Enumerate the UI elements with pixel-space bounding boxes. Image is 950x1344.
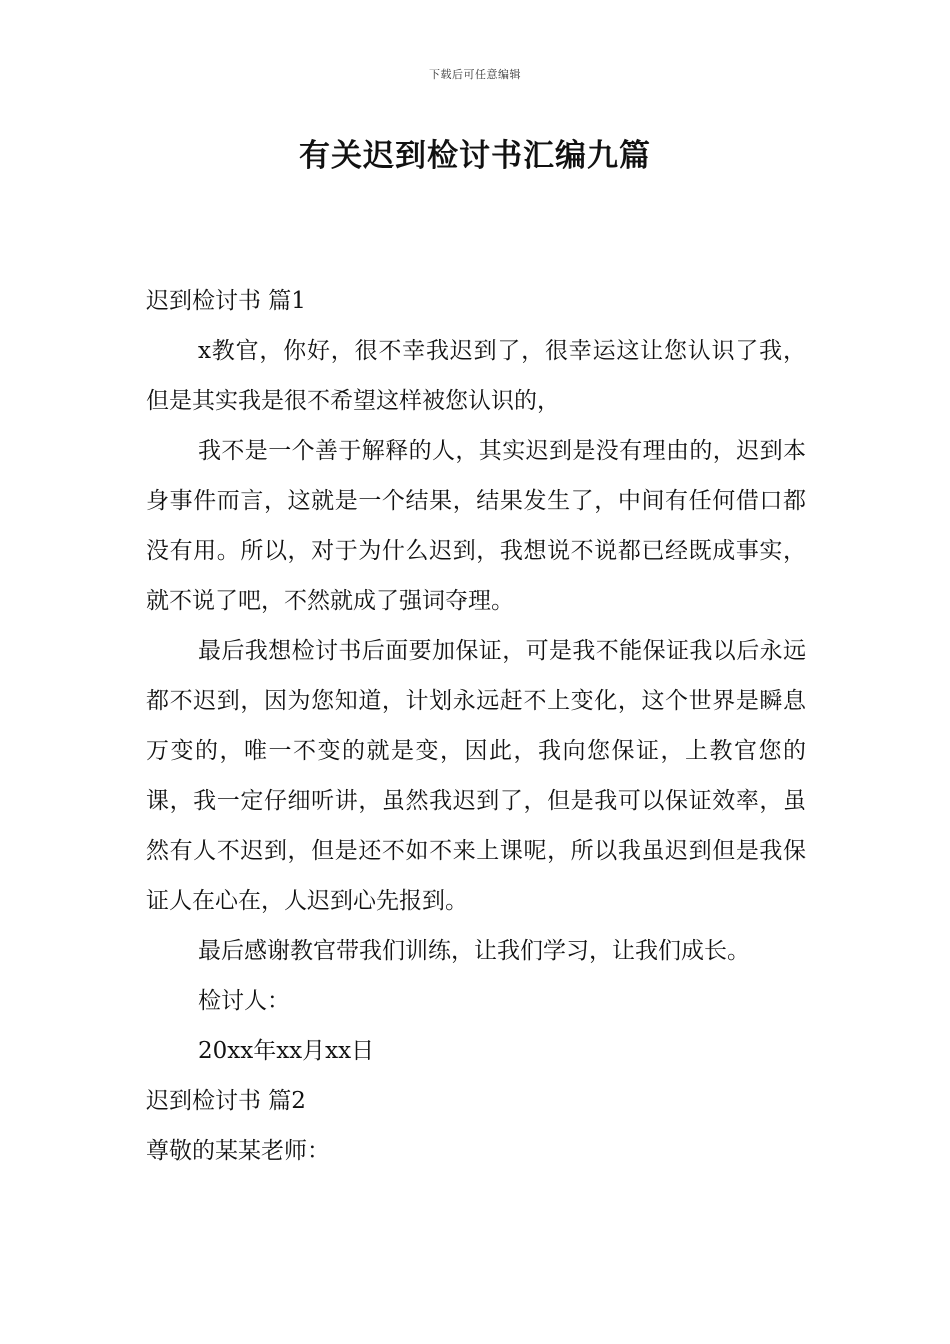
paragraph: 我不是一个善于解释的人，其实迟到是没有理由的，迟到本身事件而言，这就是一个结果，结果发生了，中间有任何借口都没有用。所以，对于为什么迟到，我想说不说都已经既成事实，就不说了吧，不然就成了强词夺理。 xyxy=(146,438,806,614)
section-heading-2: 迟到检讨书 篇2 xyxy=(146,1088,306,1114)
signature-label: 检讨人： xyxy=(198,988,290,1014)
paragraph: 最后感谢教官带我们训练，让我们学习，让我们成长。 xyxy=(198,938,750,964)
salutation: 尊敬的某某老师： xyxy=(146,1138,330,1164)
paragraph: 最后我想检讨书后面要加保证，可是我不能保证我以后永远都不迟到，因为您知道，计划永远赶不上变化，这个世界是瞬息万变的，唯一不变的就是变，因此，我向您保证，上教官您的课，我一定仔细听讲，虽然我迟到了，但是我可以保证效率，虽然有人不迟到，但是还不如不来上课呢，所以我虽迟到但是我保证人在心在，人迟到心先报到。 xyxy=(146,638,806,914)
header-note: 下载后可任意编辑 xyxy=(429,68,521,81)
signature-date: 20xx年xx月xx日 xyxy=(198,1038,375,1064)
paragraph: x教官，你好，很不幸我迟到了，很幸运这让您认识了我，但是其实我是很不希望这样被您认识的， xyxy=(146,338,806,414)
section-heading-1: 迟到检讨书 篇1 xyxy=(146,288,306,314)
document-body xyxy=(146,276,806,1176)
document-title: 有关迟到检讨书汇编九篇 xyxy=(299,138,651,174)
